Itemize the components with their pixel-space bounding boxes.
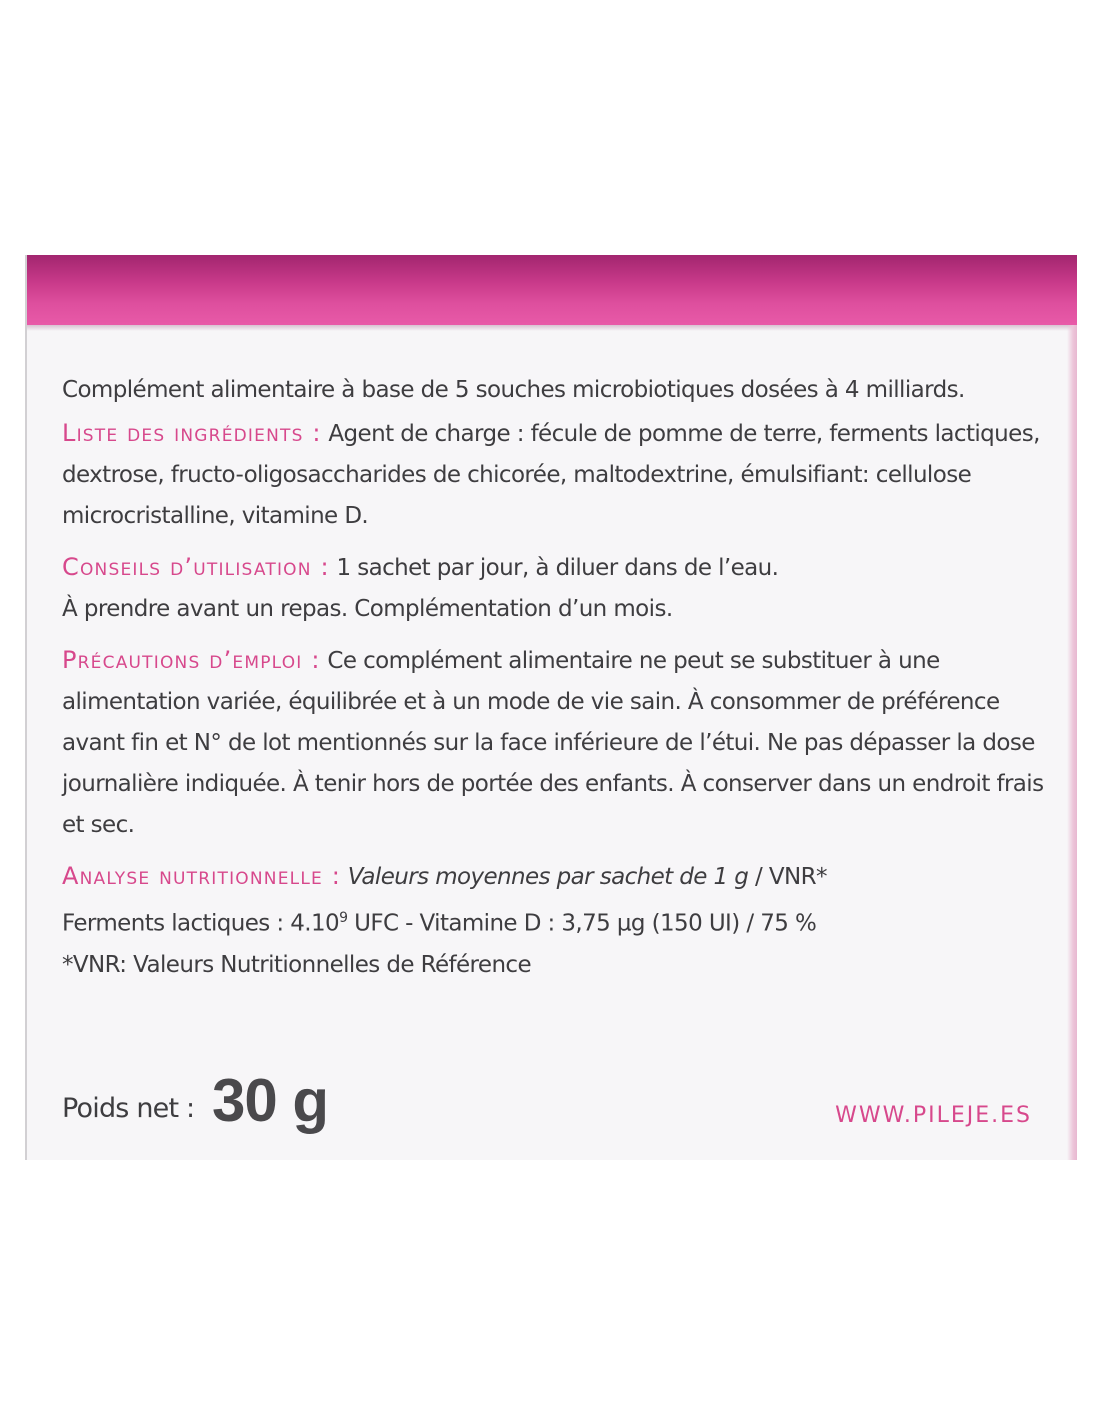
- package-right-edge: [1067, 325, 1077, 1160]
- ingredients-heading: Liste des ingrédients :: [62, 419, 322, 447]
- precautions-heading: Précautions d’emploi :: [62, 646, 321, 674]
- net-weight-value: 30 g: [212, 1067, 329, 1134]
- website-url: WWW.PILEJE.ES: [835, 1103, 1032, 1128]
- ingredients-section: [62, 413, 1052, 537]
- ferments-suffix: UFC - Vitamine D : 3,75 µg (150 UI) / 75 %: [347, 910, 817, 937]
- vnr-footnote: *VNR: Valeurs Nutritionnelles de Référence: [62, 951, 532, 978]
- package-footer: [62, 1063, 1062, 1143]
- vnr-label: / VNR*: [748, 864, 827, 890]
- package-side-panel: [25, 255, 1077, 1160]
- usage-heading: Conseils d’utilisation :: [62, 553, 330, 581]
- nutrition-heading: Analyse nutritionnelle :: [62, 862, 342, 890]
- ingredients-text: Agent de charge : fécule de pomme de terre, ferments lactiques, dextrose, fructo-oligosaccharides de chicorée, maltodextrine, émulsifiant: cellulose microcristalline, vitamine D.: [62, 421, 1040, 529]
- ferments-line: [62, 898, 1052, 945]
- intro-text: Complément alimentaire à base de 5 souches microbiotiques dosées à 4 milliards.: [62, 377, 965, 403]
- ferments-prefix: Ferments lactiques : 4.10: [62, 910, 340, 937]
- usage-line-1: 1 sachet par jour, à diluer dans de l’eau.: [336, 555, 779, 581]
- pink-top-band: [27, 255, 1077, 325]
- net-weight-label: Poids net :: [62, 1093, 195, 1124]
- precautions-section: [62, 640, 1052, 846]
- precautions-text: Ce complément alimentaire ne peut se substituer à une alimentation variée, équilibrée et à un mode de vie sain. À consommer de préférence avant fin et N° de lot mentionnés sur la face inférieure de l’étui. Ne pas dépasser la dose journalière indiquée. À tenir hors de portée des enfants. À conserver dans un endroit frais et sec.: [62, 648, 1044, 838]
- band-shadow: [27, 325, 1077, 331]
- nutrition-section: [62, 856, 1052, 986]
- ferments-exponent: 9: [339, 910, 348, 926]
- usage-line-2: À prendre avant un repas. Complémentation d’un mois.: [62, 596, 673, 622]
- nutrition-subheading: Valeurs moyennes par sachet de 1 g: [347, 864, 749, 890]
- label-text-block: [62, 370, 1052, 996]
- usage-section: [62, 547, 1052, 630]
